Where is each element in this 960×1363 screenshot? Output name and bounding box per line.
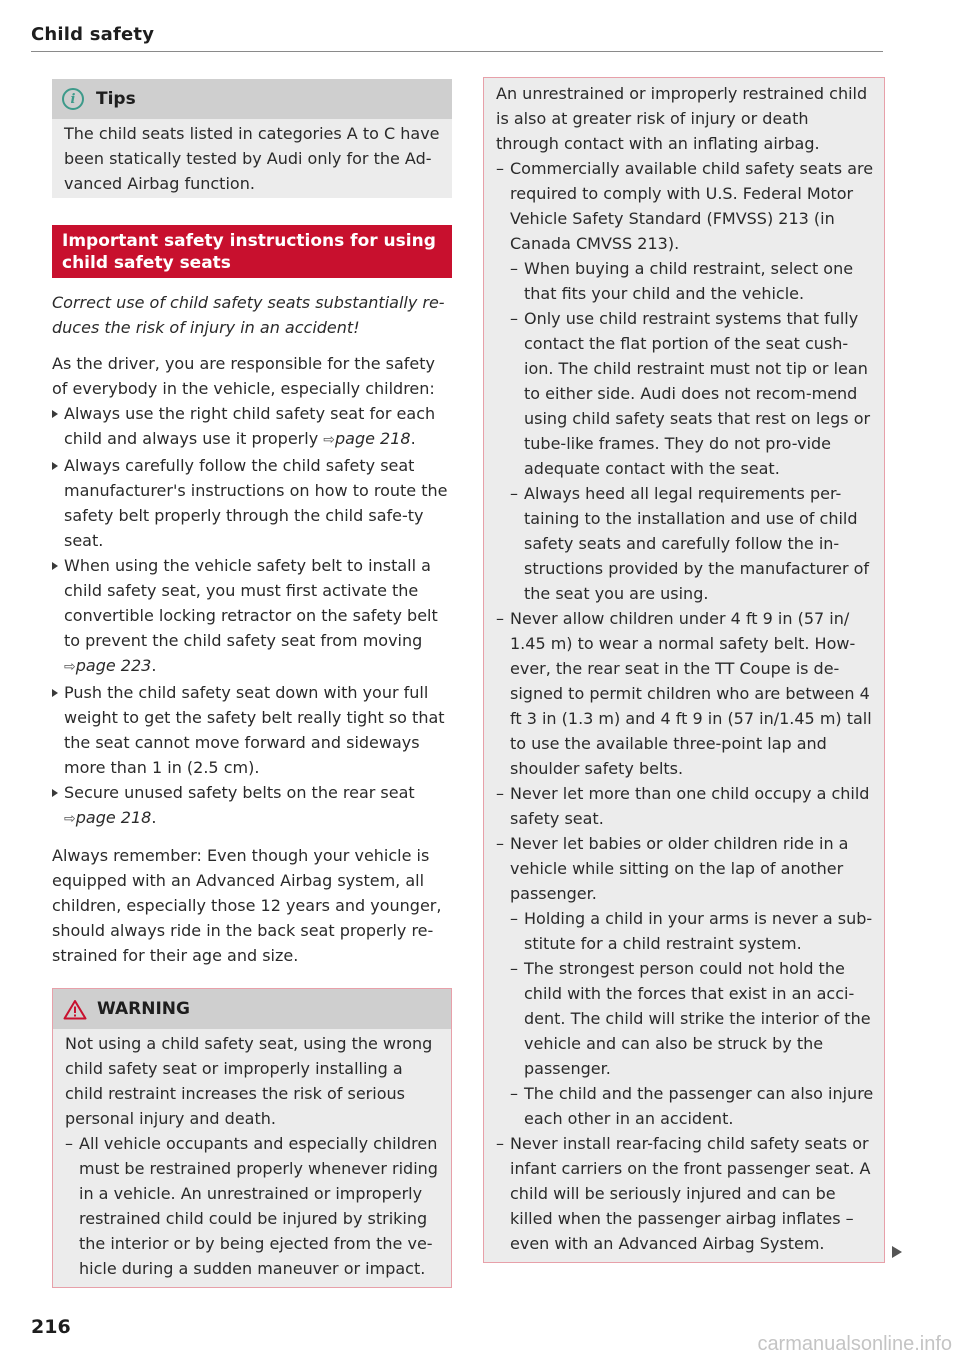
list-item: – Never allow children under 4 ft 9 in (57 in/ 1.45 m) to wear a normal safety belt. How-ever, the rear seat in the TT Coupe is de-signed to permit children who are between 4 ft 3 in (1.3 m) and 4 ft 9 in (57 in/1.45 m) tall to use the available three-point lap and shoulder safety belts. (496, 609, 872, 778)
sub-list-item: – The child and the passenger can also injure each other in an accident. (510, 1084, 874, 1128)
header-divider (31, 51, 883, 52)
tips-header (52, 79, 452, 119)
sub-list (510, 906, 876, 1131)
warning-body (53, 1029, 451, 1287)
sub-list-item: – The strongest person could not hold the child with the forces that exist in an acci-dent. The child will strike the interior of the vehicle and can also be struck by the passenger. (510, 959, 871, 1078)
page-reference-link[interactable]: page 223 (75, 656, 152, 675)
warning-header (53, 989, 451, 1029)
page-reference-link[interactable]: page 218 (75, 808, 152, 827)
tips-text: The child seats listed in categories A to C have been statically tested by Audi only for the Ad-vanced Airbag function. (64, 124, 440, 193)
info-icon: i (62, 88, 84, 110)
warning-intro: Not using a child safety seat, using the wrong child safety seat or improperly installing a child restraint increases the risk of serious personal injury and death. (65, 1034, 433, 1128)
list-item: – Never let babies or older children ride in a vehicle while sitting on the lap of another passenger. – Holding a child in your arms is never a sub-stitute for a child restraint system. – The strongest person could not hold the child with the forces that exist in an acci-dent. The child will strike the interior of the vehicle and can also be struck by the passenger. – The child and the passenger can also injure each other in an accident. (496, 831, 876, 1131)
sub-list-item: – Only use child restraint systems that fully contact the flat portion of the seat cush-ion. The child restraint must not tip or lean to either side. Audi does not recom-mend using child safety seats that rest on legs or tube-like frames. They do not pro-vide adequate contact with the seat. (510, 309, 871, 478)
bullet-arrow-icon (52, 789, 58, 797)
right-column (483, 77, 885, 1263)
continuation-text: An unrestrained or improperly restrained child is also at greater risk of injury or death through contact with an inflating airbag. (496, 84, 868, 153)
page-reference-link[interactable]: page 218 (334, 429, 411, 448)
list-item: – Never install rear-facing child safety seats or infant carriers on the front passenger seat. A child will be seriously injured and can be killed when the passenger airbag inflates – even with an Advanced Airbag System. (496, 1134, 871, 1253)
continue-arrow-icon (892, 1246, 902, 1258)
reference-arrow-icon: ⇨ (64, 659, 76, 675)
sub-list (510, 256, 876, 606)
page-number: 216 (31, 1316, 71, 1338)
reference-arrow-icon: ⇨ (323, 432, 335, 448)
bullet-arrow-icon (52, 410, 58, 418)
section-title: Important safety instructions for using child safety seats (52, 225, 452, 278)
sub-list-item: – When buying a child restraint, select one that fits your child and the vehicle. (510, 259, 854, 303)
tips-heading: Tips (96, 88, 136, 109)
tips-box (52, 79, 452, 198)
left-column (52, 79, 452, 1288)
warning-list (65, 1131, 443, 1281)
reference-arrow-icon: ⇨ (64, 811, 76, 827)
section-intro: Correct use of child safety seats substantially re-duces the risk of injury in an accident! (52, 293, 445, 337)
tips-body (52, 119, 452, 198)
watermark: carmanualsonline.info (757, 1333, 952, 1355)
instruction-list (52, 401, 452, 832)
list-item: Secure unused safety belts on the rear seat ⇨page 218. (52, 780, 452, 832)
list-item: – All vehicle occupants and especially children must be restrained properly whenever riding in a vehicle. An unrestrained or improperly restrained child could be injured by striking the interior or by being ejected from the ve-hicle during a sudden maneuver or impact. (65, 1134, 438, 1278)
warning-box (52, 988, 452, 1288)
list-item: Always carefully follow the child safety seat manufacturer's instructions on how to route the safety belt properly through the child safe-ty seat. (52, 453, 452, 553)
list-item: – Commercially available child safety seats are required to comply with U.S. Federal Motor Vehicle Safety Standard (FMVSS) 213 (in Canada CMVSS 213). – When buying a child restraint, select one that fits your child and the vehicle. – Only use child restraint systems that fully contact the flat portion of the seat cush-ion. The child restraint must not tip or lean to either side. Audi does not recom-mend using child safety seats that rest on legs or tube-like frames. They do not pro-vide adequate contact with the seat. – Always heed all legal requirements per-taining to the installation and use of child safety seats and carefully follow the in-structions provided by the manufacturer of the seat you are using. (496, 156, 876, 606)
bullet-arrow-icon (52, 562, 58, 570)
bullet-arrow-icon (52, 462, 58, 470)
section-paragraph: As the driver, you are responsible for the safety of everybody in the vehicle, especially children: (52, 354, 435, 398)
warning-list (496, 156, 876, 1256)
sub-list-item: – Always heed all legal requirements per-taining to the installation and use of child safety seats and carefully follow the in-structions provided by the manufacturer of the seat you are using. (510, 484, 870, 603)
page-title: Child safety (31, 24, 155, 45)
list-item: Always use the right child safety seat for each child and always use it properly ⇨page 218. (52, 401, 452, 453)
warning-continuation-box (483, 77, 885, 1263)
sub-list-item: – Holding a child in your arms is never a sub-stitute for a child restraint system. (510, 909, 873, 953)
list-item: Push the child safety seat down with your full weight to get the safety belt really tight so that the seat cannot move forward and sideways more than 1 in (2.5 cm). (52, 680, 452, 780)
section-paragraph: Always remember: Even though your vehicle is equipped with an Advanced Airbag system, all children, especially those 12 years and younger, should always ride in the back seat properly re-strained for their age and size. (52, 846, 442, 965)
list-item: When using the vehicle safety belt to install a child safety seat, you must first activate the convertible locking retractor on the safety belt to prevent the child safety seat from moving ⇨page 223. (52, 553, 452, 680)
warning-heading: WARNING (97, 998, 190, 1019)
warning-triangle-icon (63, 999, 87, 1020)
bullet-arrow-icon (52, 689, 58, 697)
list-item: – Never let more than one child occupy a child safety seat. (496, 784, 870, 828)
